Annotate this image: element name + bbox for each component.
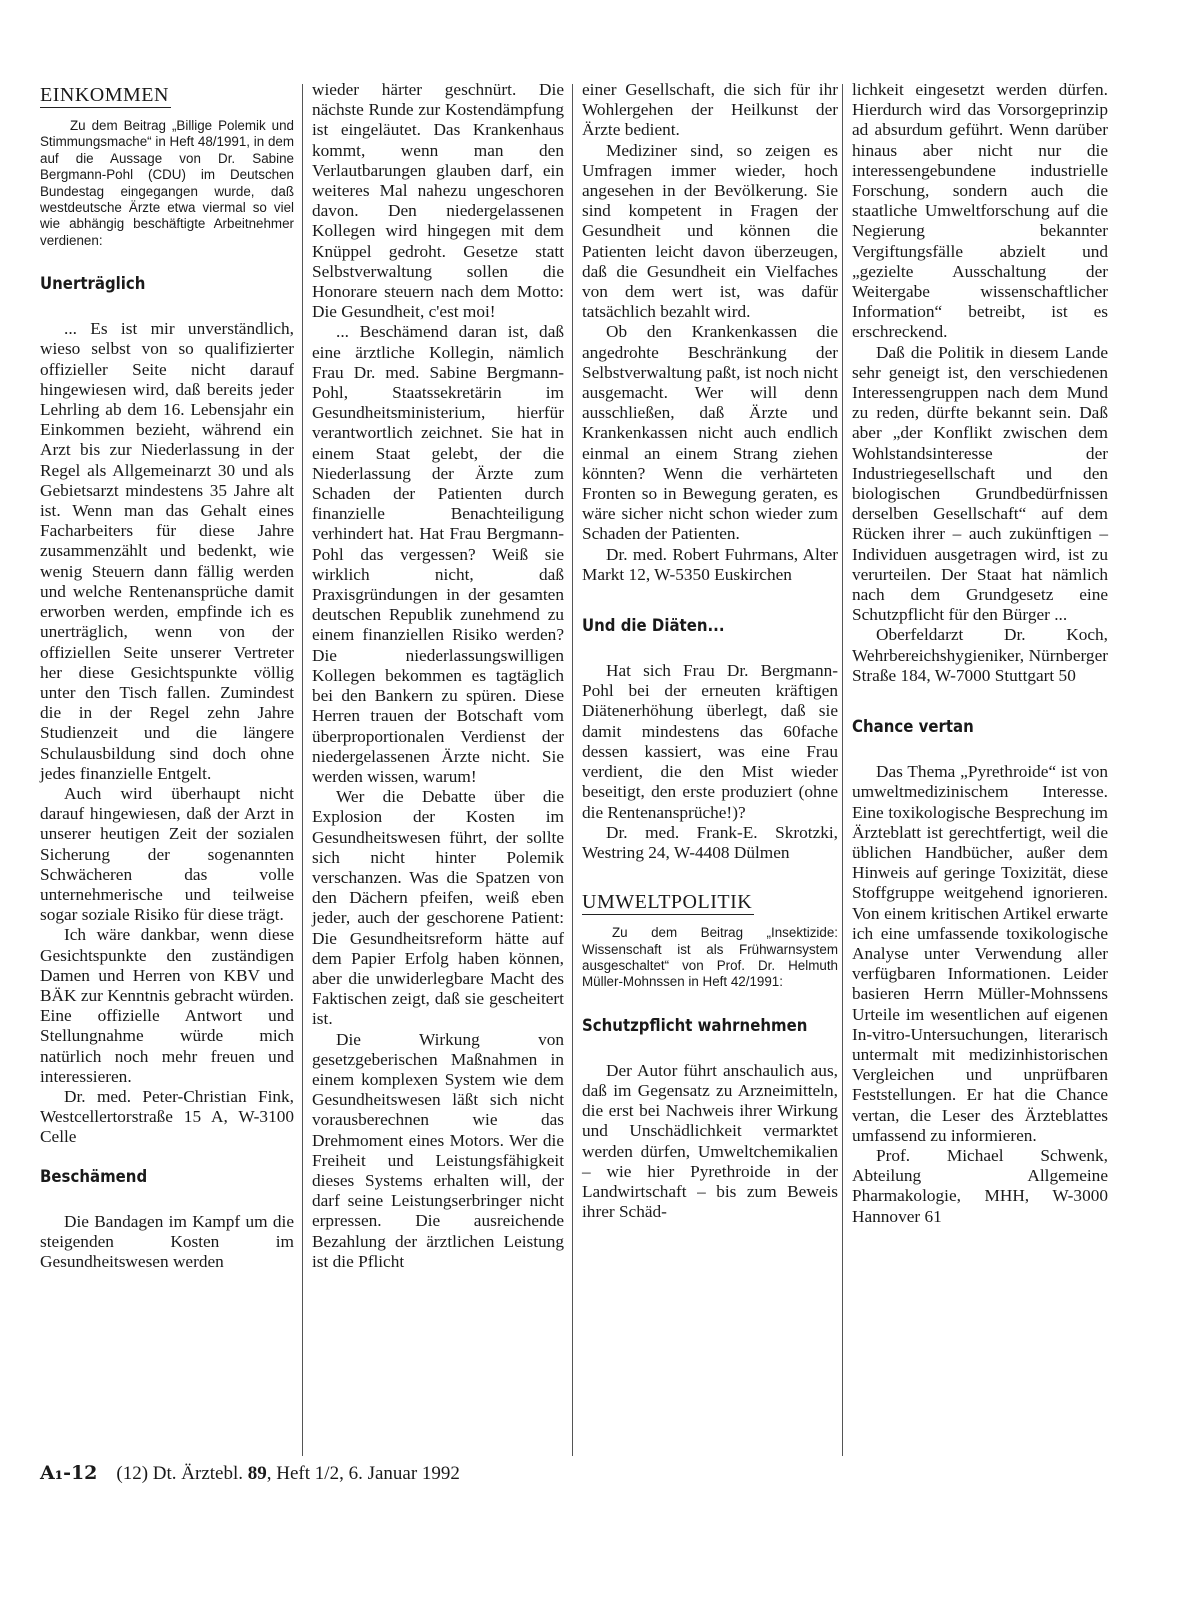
paragraph: Der Autor führt anschaulich aus, daß im Gegensatz zu Arzneimitteln, die erst bei Nachweis ihrer Wirkung und Unschädlichkeit vermarktet werden dürfen, Umweltchemikalien – wie hier Pyrethroide in der Landwirtschaft – bis zum Beweis ihrer Schäd- — [582, 1060, 838, 1222]
article-reference: Zu dem Beitrag „Billige Polemik und Stimmungsmache“ in Heft 48/1991, in dem auf die Aussage von Dr. Sabine Bergmann-Pohl (CDU) im Deutschen Bundestag eingegangen wurde, daß westdeutsche Ärzte etwa viermal so viel wie abhängig beschäftigte Arbeitnehmer verdienen: — [40, 118, 294, 248]
paragraph: Ich wäre dankbar, wenn diese Gesichtspunkte den zuständigen Damen und Herren von KBV und BÄK zur Kenntnis gebracht würden. Eine offizielle Antwort und Stellungnahme würde mich natürlich noch mehr freuen und interessieren. — [40, 925, 294, 1086]
paragraph: Hat sich Frau Dr. Bergmann-Pohl bei der erneuten kräftigen Diätenerhöhung überlegt, daß sie damit mindestens das 60fache dessen kassiert, was eine Frau verdient, die den Mist wieder beseitigt, den erste produziert (ohne die Rentenansprüche!)? — [582, 661, 838, 822]
paragraph: lichkeit eingesetzt werden dürfen. Hierdurch wird das Vorsorgeprinzip ad absurdum geführt. Wenn darüber hinaus aber nicht nur die interessengebundene industrielle Forschung, sondern auch die staatliche Umweltforschung auf die Negierung bekannter Vergiftungsfälle abzielt und „gezielte Ausschaltung der Weitergabe wissenschaftlicher Information“ betreibt, ist es erschreckend. — [852, 80, 1108, 342]
page-code: A₁-12 — [40, 1462, 98, 1484]
author-signature: Oberfeldarzt Dr. Koch, Wehrbereichshygieniker, Nürnberger Straße 184, W-7000 Stuttgart 50 — [852, 625, 1108, 685]
page-footer — [40, 1462, 460, 1485]
paragraph: ... Es ist mir unverständlich, wieso selbst von so qualifizierter offizieller Seite nicht darauf hingewiesen wird, daß bereits jeder Lehrling ab dem 16. Lebensjahr ein Einkommen bezieht, während ein Arzt bis zur Niederlassung in der Regel als Allgemeinarzt 30 und als Gebietsarzt mindestens 35 Jahre alt ist. Wenn man das Gehalt eines Facharbeiters für diese Jahre zusammenzählt und bedenkt, wie wenig Steuern dann fällig werden und welche Rentenansprüche damit erworben werden, empfinde ich es unerträglich, wenn von der offiziellen Seite unserer Vertreter her diese Gesichtspunkte völlig unter den Tisch fallen. Zumindest die in der Regel zehn Jahre Studienzeit und die längere Schulausbildung sind doch ohne jedes finanzielle Entgelt. — [40, 319, 294, 783]
journal-name: (12) Dt. Ärztebl. — [116, 1463, 244, 1484]
author-signature: Dr. med. Frank-E. Skrotzki, Westring 24, W-4408 Dülmen — [582, 822, 838, 862]
paragraph: wieder härter geschnürt. Die nächste Runde zur Kostendämpfung ist eingeläutet. Das Krankenhaus kommt, wenn man den Verlautbarungen glauben darf, ein weiteres Mal nahezu ungeschoren davon. Den niedergelassenen Kollegen wird hingegen mit dem Knüppel gedroht. Gesetze statt Selbstverwaltung sollen die Honorare steuern nach dem Motto: Die Gesundheit, c'est moi! — [312, 80, 564, 322]
letter-headline: Schutzpflicht wahrnehmen — [582, 1015, 808, 1036]
paragraph: Ob den Krankenkassen die angedrohte Beschränkung der Selbstverwaltung paßt, ist noch nicht ausgemacht. Wer will denn ausschließen, daß Ärzte und Krankenkassen nicht auch endlich einmal an einem Strang ziehen könnten? Wenn die verhärteten Fronten so in Bewegung geraten, es wäre sicher nicht schon wieder zum Schaden der Patienten. — [582, 322, 838, 544]
issue-date: , Heft 1/2, 6. Januar 1992 — [266, 1463, 460, 1484]
paragraph: Mediziner sind, so zeigen es Umfragen immer wieder, hoch angesehen in der Bevölkerung. Sie sind kompetent in Fragen der Gesundheit und können die Patienten leicht davon überzeugen, daß die Gesundheit ein Vielfaches von dem wert ist, was dafür tatsächlich bezahlt wird. — [582, 140, 838, 322]
column-rule — [302, 84, 303, 1456]
paragraph: Wer die Debatte über die Explosion der Kosten im Gesundheitswesen führt, der sollte sich nicht hinter Polemik verschanzen. Was die Spatzen von den Dächern pfeifen, weiß eben jeder, auch der geschorene Patient: Die Gesundheitsreform hätte auf dem Papier Erfolg haben können, aber die unwiderlegbare Macht des Faktischen zeigt, daß sie gescheitert ist. — [312, 787, 564, 1029]
letter-headline: Unerträglich — [40, 274, 146, 295]
author-signature: Dr. med. Robert Fuhrmans, Alter Markt 12, W-5350 Euskirchen — [582, 544, 838, 584]
column-3 — [582, 80, 838, 1222]
column-4 — [852, 80, 1108, 1227]
section-heading-einkommen: EINKOMMEN — [40, 84, 169, 106]
letter-headline: Und die Diäten... — [582, 616, 725, 637]
letter-headline: Chance vertan — [852, 717, 974, 738]
paragraph: Die Bandagen im Kampf um die steigenden Kosten im Gesundheitswesen werden — [40, 1211, 294, 1271]
paragraph: Die Wirkung von gesetzgeberischen Maßnahmen in einem komplexen System wie dem Gesundheitswesen läßt sich nicht vorausberechnen wie das Drehmoment eines Motors. Wer die Freiheit und Leistungsfähigkeit dieses Systems erhalten will, der darf seine Leistungserbringer nicht erpressen. Die ausreichende Bezahlung der ärztlichen Leistung ist die Pflicht — [312, 1029, 564, 1271]
section-heading-umweltpolitik: UMWELTPOLITIK — [582, 891, 753, 914]
paragraph: ... Beschämend daran ist, daß eine ärztliche Kollegin, nämlich Frau Dr. med. Sabine Bergmann-Pohl, Staatssekretärin im Gesundheitsministerium, hierfür verantwortlich zeichnet. Sie hat in einem Staat gelebt, der die Niederlassung der Ärzte zum Schaden der Patienten durch finanzielle Benachteiligung verhindert hat. Hat Frau Bergmann-Pohl das vergessen? Weiß sie wirklich nicht, daß Praxisgründungen in der gesamten deutschen Republik zunehmend zu einem finanziellen Risiko werden? Die niederlassungswilligen Kollegen bekommen es tagtäglich bei den Bankern zu spüren. Diese Herren trauen der Botschaft vom überproportionalen Verdienst der niedergelassenen Ärzte nicht. Sie werden wissen, warum! — [312, 322, 564, 786]
author-signature: Dr. med. Peter-Christian Fink, Westcellertorstraße 15 A, W-3100 Celle — [40, 1086, 294, 1147]
letter-headline: Beschämend — [40, 1166, 148, 1187]
author-signature: Prof. Michael Schwenk, Abteilung Allgemeine Pharmakologie, MHH, W-3000 Hannover 61 — [852, 1145, 1108, 1226]
column-2 — [312, 80, 564, 1272]
paragraph: einer Gesellschaft, die sich für ihr Wohlergehen der Heilkunst der Ärzte bedient. — [582, 80, 838, 140]
paragraph: Das Thema „Pyrethroide“ ist von umweltmedizinischem Interesse. Eine toxikologische Besprechung im Ärzteblatt ist gerechtfertigt, weil die üblichen Handbücher, außer dem Hinweis auf geringe Toxizität, diese Stoffgruppe weitgehend ignorieren. Von einem kritischen Artikel erwarte ich eine umfassende toxikologische Analyse unter Verwendung aller verfügbaren Informationen. Leider basieren Herrn Müller-Mohnssens Urteile im wesentlichen auf eigenen In-vitro-Untersuchungen, literarisch untermalt mit medizinhistorischen Vergleichen und unprüfbaren Feststellungen. Er hat die Chance vertan, die Leser des Ärzteblattes umfassend zu informieren. — [852, 762, 1108, 1145]
column-1 — [40, 80, 294, 1272]
paragraph: Daß die Politik in diesem Lande sehr geneigt ist, den verschiedenen Interessengruppen nach dem Mund zu reden, dürfte bekannt sein. Daß aber „der Konflikt zwischen dem Wohlstandsinteresse der Industriegesellschaft und den biologischen Grundbedürfnissen derselben Gesellschaft“ auf dem Rücken ihrer – auch zukünftigen – Individuen ausgetragen wird, ist zu verurteilen. Der Staat hat nämlich nach dem Grundgesetz eine Schutzpflicht für den Bürger ... — [852, 342, 1108, 625]
article-reference: Zu dem Beitrag „Insektizide: Wissenschaft ist als Frühwarnsystem ausgeschaltet“ von Prof. Dr. Helmuth Müller-Mohnssen in Heft 42/1991: — [582, 925, 838, 990]
paragraph: Auch wird überhaupt nicht darauf hingewiesen, daß der Arzt in unserer heutigen Zeit der sozialen Sicherung der sogenannten Schwächeren das volle unternehmerische und teilweise sogar soziale Risiko für diese trägt. — [40, 783, 294, 925]
column-rule — [572, 84, 573, 1456]
column-rule — [842, 84, 843, 1456]
volume-number: 89 — [247, 1463, 267, 1484]
